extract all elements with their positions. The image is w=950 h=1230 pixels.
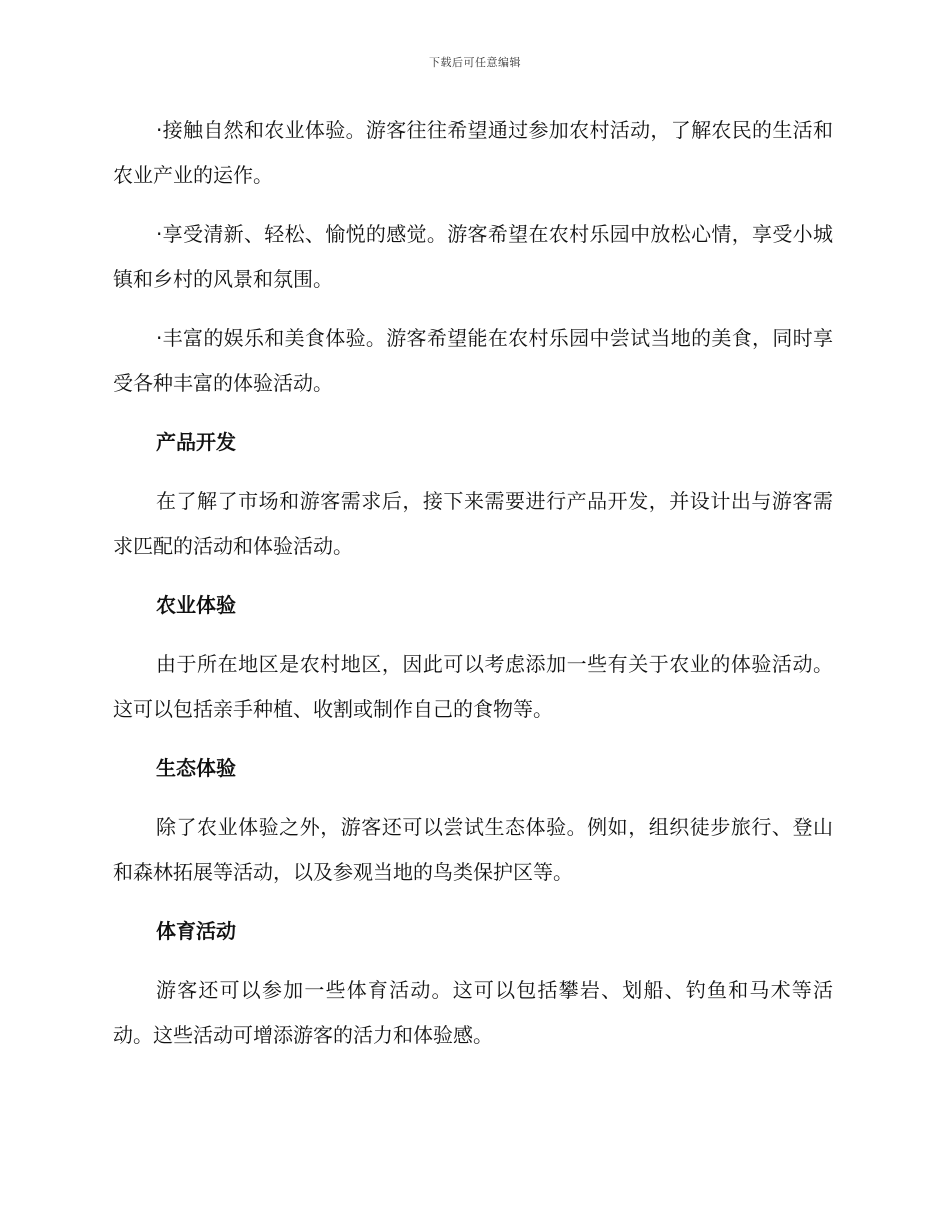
section-heading: 农业体验 xyxy=(156,593,236,617)
section-heading: 生态体验 xyxy=(156,756,236,780)
section-paragraph: 游客还可以参加一些体育活动。这可以包括攀岩、划船、钓鱼和马术等活动。这些活动可增添游客的活力和体验感。 xyxy=(113,978,833,1047)
section-heading: 体育活动 xyxy=(156,919,236,943)
document-body xyxy=(113,108,833,1072)
page-header: 下载后可任意编辑 xyxy=(429,56,521,69)
section-paragraph: 在了解了市场和游客需求后，接下来需要进行产品开发，并设计出与游客需求匹配的活动和体验活动。 xyxy=(113,489,833,558)
bullet-paragraph: ·享受清新、轻松、愉悦的感觉。游客希望在农村乐园中放松心情，享受小城镇和乡村的风景和氛围。 xyxy=(113,222,833,291)
bullet-paragraph: ·接触自然和农业体验。游客往往希望通过参加农村活动，了解农民的生活和农业产业的运作。 xyxy=(113,118,833,187)
section-paragraph: 由于所在地区是农村地区，因此可以考虑添加一些有关于农业的体验活动。这可以包括亲手种植、收割或制作自己的食物等。 xyxy=(113,652,833,721)
section-heading: 产品开发 xyxy=(156,430,236,454)
section-paragraph: 除了农业体验之外，游客还可以尝试生态体验。例如，组织徒步旅行、登山和森林拓展等活动，以及参观当地的鸟类保护区等。 xyxy=(113,815,833,884)
bullet-paragraph: ·丰富的娱乐和美食体验。游客希望能在农村乐园中尝试当地的美食，同时享受各种丰富的体验活动。 xyxy=(113,326,833,395)
